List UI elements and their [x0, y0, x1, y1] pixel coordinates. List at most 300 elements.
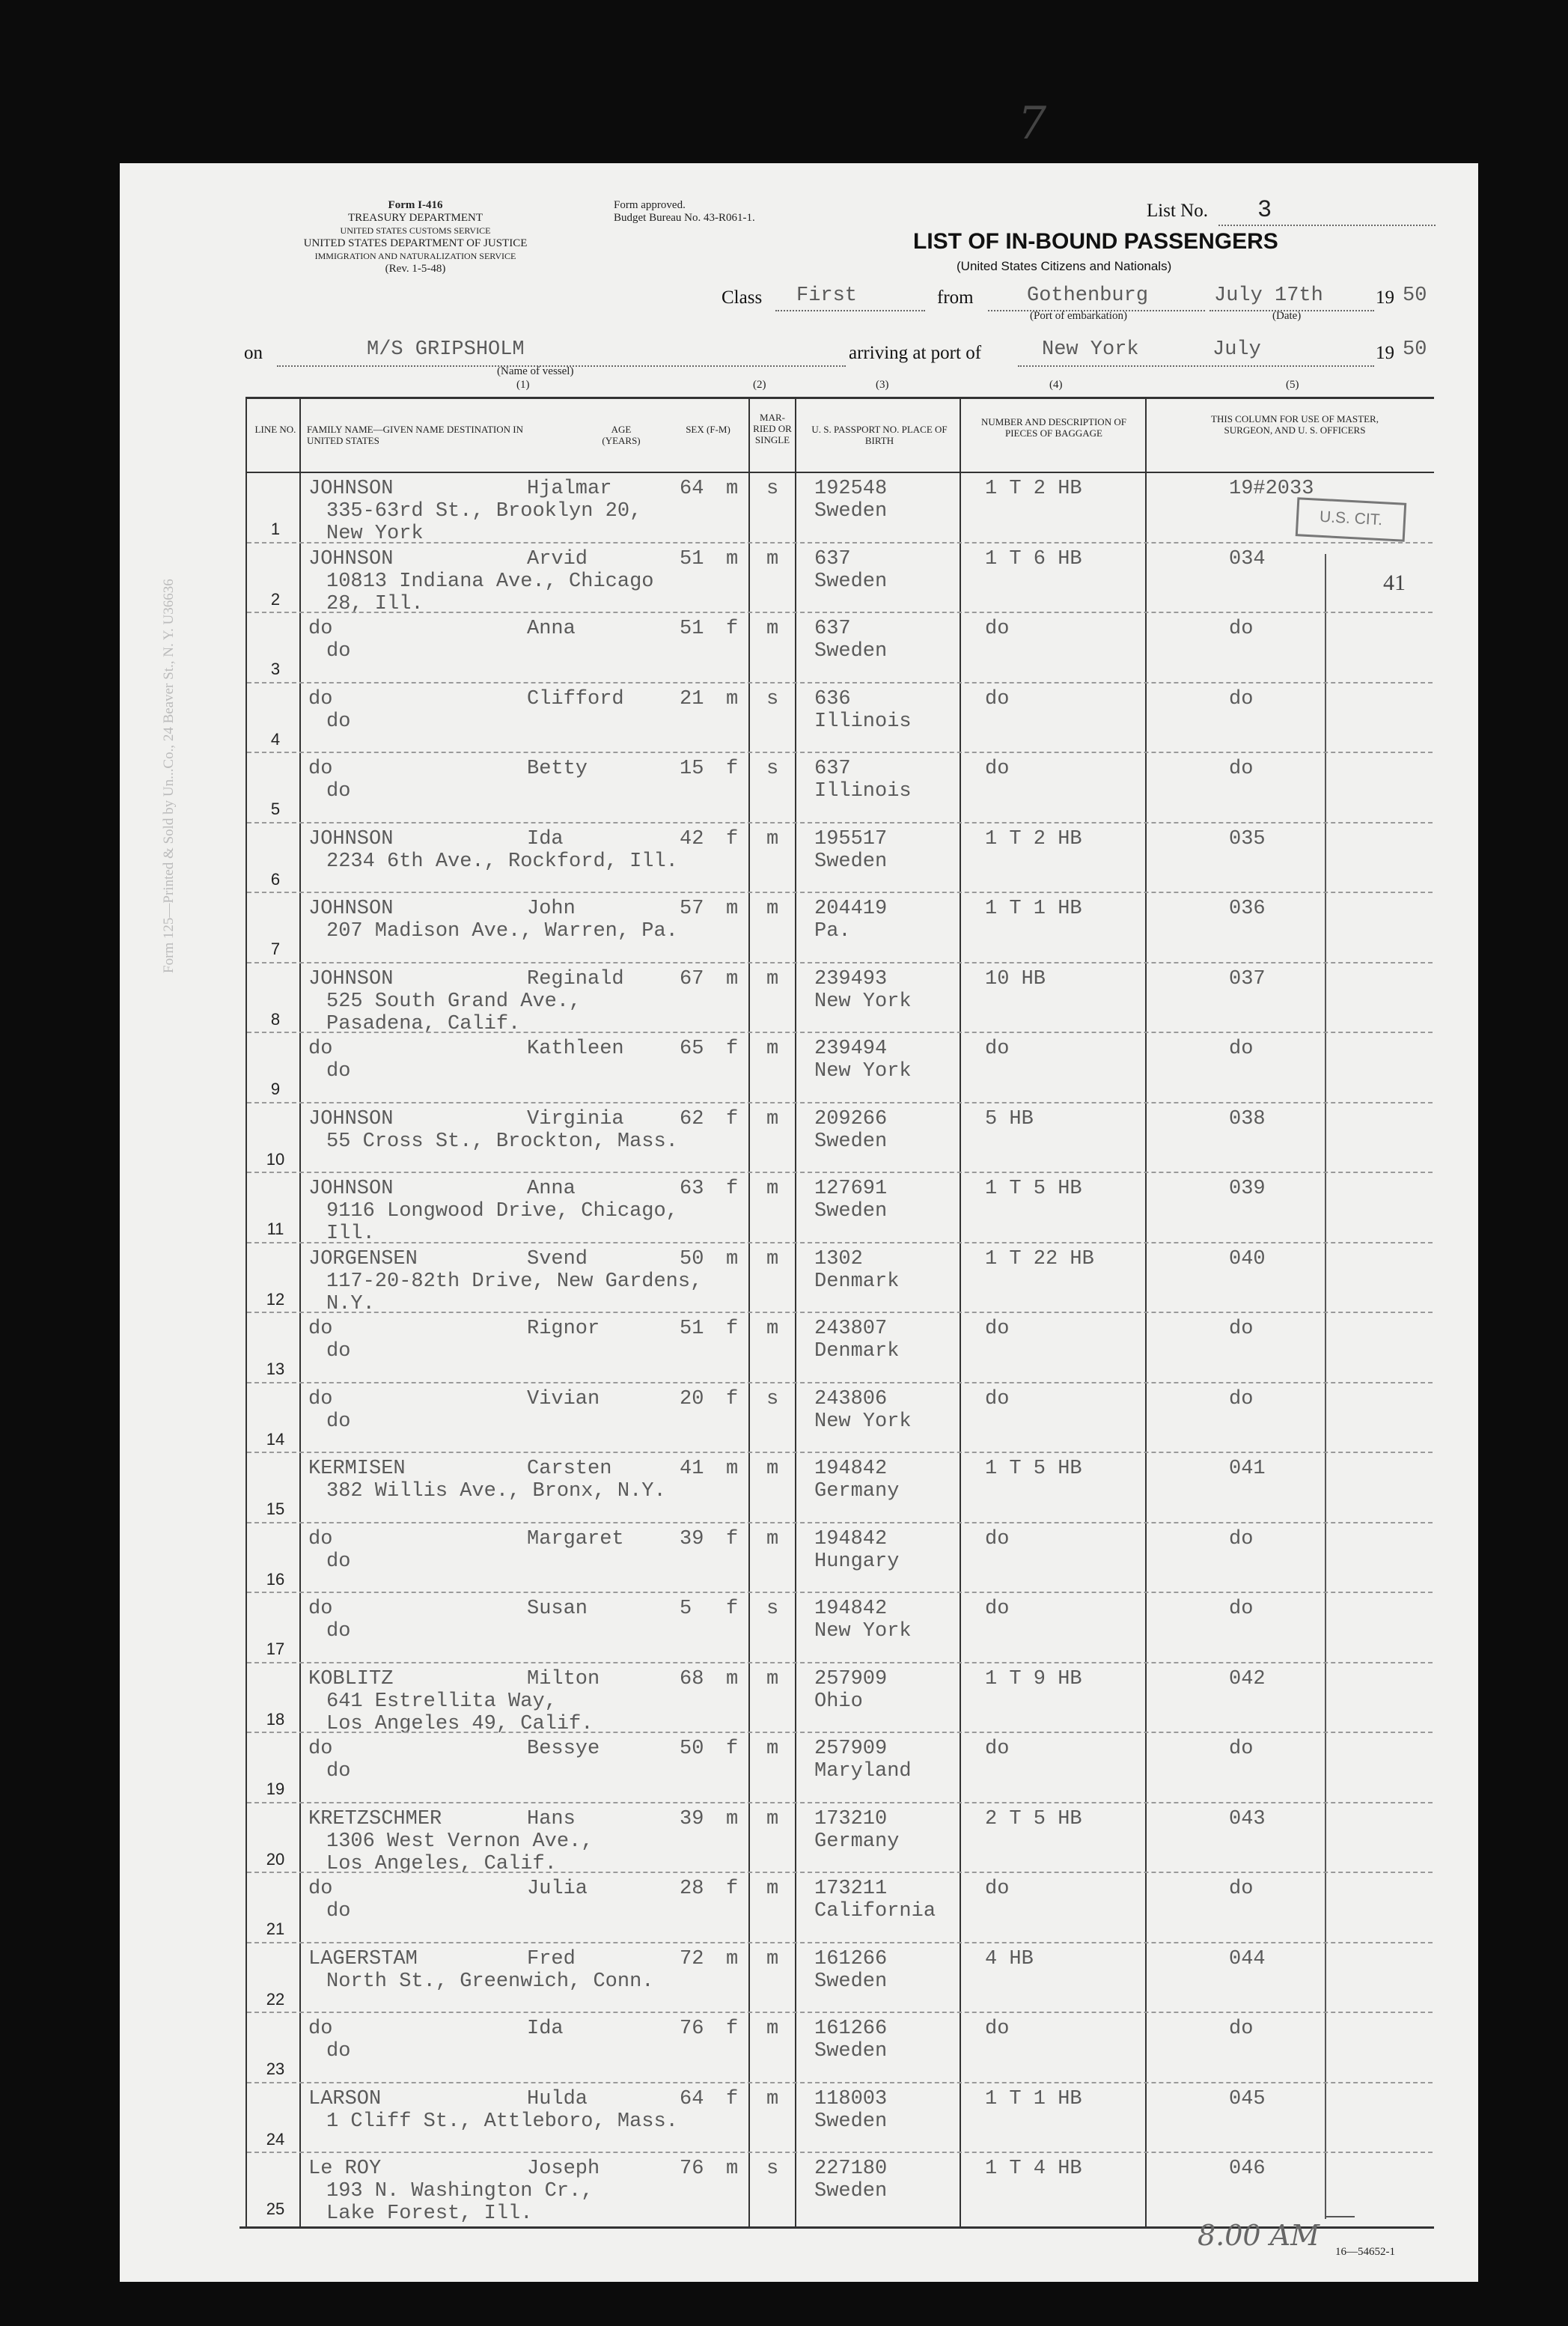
given-name: Clifford	[527, 687, 624, 710]
col-header-baggage: NUMBER AND DESCRIPTION OF PIECES OF BAGGAGE	[981, 416, 1126, 439]
col-header-line: LINE NO.	[254, 424, 296, 435]
age: 67	[680, 967, 704, 990]
destination-line2: N.Y.	[326, 1292, 375, 1315]
approval-block	[614, 199, 755, 225]
married-single: m	[766, 827, 779, 850]
baggage: do	[985, 1038, 1010, 1060]
officer-number: do	[1229, 1878, 1254, 1900]
destination-line2: Los Angeles 49, Calif.	[326, 1712, 594, 1735]
place-of-birth: Ohio	[814, 1690, 863, 1713]
age: 65	[680, 1038, 704, 1060]
family-name: do	[308, 2018, 333, 2040]
line-number: 5	[270, 800, 281, 818]
given-name: Anna	[527, 1178, 576, 1200]
family-name: do	[308, 758, 333, 780]
family-name: JOHNSON	[308, 967, 394, 990]
given-name: Svend	[527, 1247, 588, 1270]
passport-no: 636	[814, 687, 851, 710]
passport-no: 118003	[814, 2087, 888, 2110]
line-number: 25	[266, 2199, 285, 2218]
family-name: JOHNSON	[308, 898, 394, 920]
page-subtitle: (United States Citizens and Nationals)	[957, 259, 1172, 273]
married-single: m	[766, 1178, 779, 1200]
place-of-birth: California	[814, 1900, 936, 1922]
destination-line1: 382 Willis Ave., Bronx, N.Y.	[326, 1480, 666, 1503]
family-name: KRETZSCHMER	[308, 1807, 442, 1830]
given-name: Fred	[527, 1947, 576, 1970]
age: 62	[680, 1107, 704, 1130]
sex: f	[726, 618, 739, 640]
row-separator	[247, 1032, 1433, 1033]
baggage: do	[985, 1387, 1010, 1410]
baggage: 10 HB	[985, 967, 1046, 990]
row-separator	[247, 1382, 1433, 1383]
married-single: m	[766, 547, 779, 570]
destination-line1: 641 Estrellita Way,	[326, 1690, 557, 1713]
destination-line1: 9116 Longwood Drive, Chicago,	[326, 1200, 678, 1223]
passport-no: 127691	[814, 1178, 888, 1200]
married-single: m	[766, 1247, 779, 1270]
officer-number: 035	[1229, 827, 1266, 850]
officer-number: 045	[1229, 2087, 1266, 2110]
family-name: LARSON	[308, 2087, 382, 2110]
given-name: John	[527, 898, 576, 920]
sex: f	[726, 1387, 739, 1410]
married-single: m	[766, 1527, 779, 1550]
place-of-birth: Germany	[814, 1480, 900, 1503]
family-name: do	[308, 1527, 333, 1550]
family-name: do	[308, 1878, 333, 1900]
passport-no: 173210	[814, 1807, 888, 1830]
baggage: 1 T 1 HB	[985, 898, 1082, 920]
place-of-birth: Germany	[814, 1830, 900, 1853]
customs-service: UNITED STATES CUSTOMS SERVICE	[340, 225, 491, 236]
married-single: m	[766, 1458, 779, 1480]
given-name: Carsten	[527, 1458, 612, 1480]
destination-line1: 2234 6th Ave., Rockford, Ill.	[326, 850, 678, 873]
destination-line1: 10813 Indiana Ave., Chicago	[326, 570, 654, 593]
given-name: Joseph	[527, 2158, 600, 2180]
age: 64	[680, 2087, 704, 2110]
given-name: Hulda	[527, 2087, 588, 2110]
place-of-birth: Sweden	[814, 500, 888, 523]
destination-line1: 525 South Grand Ave.,	[326, 990, 582, 1013]
given-name: Virginia	[527, 1107, 624, 1130]
row-separator	[247, 1872, 1433, 1873]
destination-line2: Lake Forest, Ill.	[326, 2202, 533, 2225]
age: 41	[680, 1458, 704, 1480]
married-single: m	[766, 2018, 779, 2040]
officer-inner-line	[1325, 554, 1326, 2219]
officer-number: 040	[1229, 1247, 1266, 1270]
sex: f	[726, 1878, 739, 1900]
place-of-birth: Sweden	[814, 1130, 888, 1153]
col-number-4: (4)	[1049, 379, 1063, 391]
sex: f	[726, 1527, 739, 1550]
class-value: First	[796, 284, 858, 307]
place-of-birth: Maryland	[814, 1760, 912, 1782]
destination-line1: 55 Cross St., Brockton, Mass.	[326, 1130, 678, 1153]
sex: f	[726, 1598, 739, 1620]
place-of-birth: Sweden	[814, 2180, 888, 2202]
budget-bureau: Budget Bureau No. 43-R061-1.	[614, 212, 755, 224]
place-of-birth: New York	[814, 1060, 912, 1083]
row-separator	[247, 682, 1433, 684]
on-label: on	[244, 343, 263, 363]
destination-line1: do	[326, 1550, 351, 1573]
sex: f	[726, 1107, 739, 1130]
married-single: s	[766, 758, 779, 780]
destination-line1: 193 N. Washington Cr.,	[326, 2180, 594, 2202]
destination-line1: 207 Madison Ave., Warren, Pa.	[326, 920, 678, 943]
destination-line1: do	[326, 1340, 351, 1363]
destination-line1: do	[326, 1900, 351, 1922]
passport-no: 239494	[814, 1038, 888, 1060]
baggage: 4 HB	[985, 1947, 1034, 1970]
from-label: from	[937, 287, 974, 308]
baggage: do	[985, 1318, 1010, 1340]
passport-no: 227180	[814, 2158, 888, 2180]
destination-line1: do	[326, 2040, 351, 2062]
married-single: m	[766, 1878, 779, 1900]
sex: m	[726, 1667, 739, 1690]
married-single: m	[766, 1038, 779, 1060]
family-name: do	[308, 1387, 333, 1410]
arriving-label: arriving at port of	[849, 343, 982, 363]
officer-number: do	[1229, 618, 1254, 640]
baggage: do	[985, 1527, 1010, 1550]
arrival-month: July	[1212, 338, 1261, 361]
given-name: Julia	[527, 1878, 588, 1900]
given-name: Margaret	[527, 1527, 624, 1550]
sex: m	[726, 1807, 739, 1830]
age: 50	[680, 1738, 704, 1760]
officer-number: do	[1229, 1738, 1254, 1760]
age: 21	[680, 687, 704, 710]
page-count: 41	[1383, 570, 1406, 595]
family-name: do	[308, 618, 333, 640]
baggage: 1 T 22 HB	[985, 1247, 1094, 1270]
destination-line1: 117-20-82th Drive, New Gardens,	[326, 1270, 703, 1293]
age: 39	[680, 1527, 704, 1550]
year-value: 50	[1403, 284, 1427, 307]
officer-number: 043	[1229, 1807, 1266, 1830]
date-value: July 17th	[1214, 284, 1323, 307]
passport-no: 194842	[814, 1598, 888, 1620]
age: 15	[680, 758, 704, 780]
married-single: s	[766, 1598, 779, 1620]
officer-number: do	[1229, 1038, 1254, 1060]
baggage: 1 T 5 HB	[985, 1458, 1082, 1480]
page-mark: 7	[1018, 97, 1047, 150]
destination-line1: do	[326, 1620, 351, 1642]
row-separator	[247, 1522, 1433, 1523]
justice-dept: UNITED STATES DEPARTMENT OF JUSTICE	[303, 237, 528, 249]
age: 39	[680, 1807, 704, 1830]
married-single: m	[766, 1947, 779, 1970]
class-line	[775, 310, 925, 311]
place-of-birth: Sweden	[814, 2110, 888, 2133]
footer-code: 16—54652-1	[1335, 2246, 1395, 2258]
printer-margin-note: Form 125—Printed & Sold by Un...Co., 24 Beaver St., N. Y. U36636	[161, 579, 177, 973]
sex: m	[726, 1458, 739, 1480]
officer-number: do	[1229, 687, 1254, 710]
row-separator	[247, 1732, 1433, 1733]
place-of-birth: Sweden	[814, 570, 888, 593]
sex: f	[726, 827, 739, 850]
sex: m	[726, 967, 739, 990]
married-single: m	[766, 618, 779, 640]
row-separator	[247, 1452, 1433, 1453]
age: 51	[680, 547, 704, 570]
destination-line1: do	[326, 780, 351, 803]
col-header-officers: THIS COLUMN FOR USE OF MASTER, SURGEON, AND U. S. OFFICERS	[1211, 413, 1379, 436]
married-single: m	[766, 1107, 779, 1130]
arrival-year-value: 50	[1403, 338, 1427, 361]
sex: m	[726, 1947, 739, 1970]
revision: (Rev. 1-5-48)	[385, 263, 446, 275]
passport-no: 243807	[814, 1318, 888, 1340]
list-no-value: 3	[1257, 196, 1272, 224]
line-number: 14	[266, 1429, 285, 1449]
age: 63	[680, 1178, 704, 1200]
married-single: m	[766, 898, 779, 920]
passport-no: 637	[814, 618, 851, 640]
place-of-birth: Pa.	[814, 920, 851, 943]
line-number: 13	[266, 1360, 285, 1378]
age: 28	[680, 1878, 704, 1900]
line-number: 24	[266, 2129, 285, 2149]
passport-no: 1302	[814, 1247, 863, 1270]
place-of-birth: Sweden	[814, 2040, 888, 2062]
officer-number: do	[1229, 1318, 1254, 1340]
officer-number: do	[1229, 758, 1254, 780]
line-number: 17	[266, 1640, 285, 1658]
officer-number: 046	[1229, 2158, 1266, 2180]
age: 76	[680, 2018, 704, 2040]
given-name: Vivian	[527, 1387, 600, 1410]
place-of-birth: Illinois	[814, 710, 912, 733]
family-name: do	[308, 1738, 333, 1760]
passport-no: 637	[814, 758, 851, 780]
line-number: 19	[266, 1779, 285, 1798]
ins-service: IMMIGRATION AND NATURALIZATION SERVICE	[314, 251, 516, 261]
given-name: Betty	[527, 758, 588, 780]
married-single: m	[766, 967, 779, 990]
baggage: 5 HB	[985, 1107, 1034, 1130]
married-single: s	[766, 1387, 779, 1410]
line-number: 20	[266, 1849, 285, 1869]
passport-no: 243806	[814, 1387, 888, 1410]
line-number: 23	[266, 2059, 285, 2078]
baggage: 1 T 1 HB	[985, 2087, 1082, 2110]
destination-line1: 1 Cliff St., Attleboro, Mass.	[326, 2110, 678, 2133]
destination-line2: Los Angeles, Calif.	[326, 1852, 557, 1875]
passport-no: 161266	[814, 2018, 888, 2040]
destination-line1: do	[326, 640, 351, 663]
table-top-border	[245, 397, 1434, 399]
married-single: s	[766, 478, 779, 500]
passport-no: 194842	[814, 1458, 888, 1480]
baggage: 1 T 2 HB	[985, 827, 1082, 850]
given-name: Bessye	[527, 1738, 600, 1760]
row-separator	[247, 612, 1433, 613]
officer-number: 039	[1229, 1178, 1266, 1200]
destination-line2: 28, Ill.	[326, 592, 424, 615]
destination-line1: 335-63rd St., Brooklyn 20,	[326, 500, 642, 523]
baggage: do	[985, 758, 1010, 780]
row-separator	[247, 822, 1433, 823]
family-name: KOBLITZ	[308, 1667, 394, 1690]
married-single: m	[766, 1667, 779, 1690]
officer-number: do	[1229, 1527, 1254, 1550]
married-single: s	[766, 2158, 779, 2180]
officer-number: do	[1229, 1598, 1254, 1620]
vessel-value: M/S GRIPSHOLM	[367, 338, 525, 361]
married-single: m	[766, 2087, 779, 2110]
place-of-birth: Denmark	[814, 1340, 900, 1363]
line-number: 3	[270, 660, 281, 678]
given-name: Ida	[527, 827, 564, 850]
arrival-year-label: 19	[1376, 343, 1394, 363]
given-name: Hjalmar	[527, 478, 612, 500]
place-of-birth: New York	[814, 1620, 912, 1642]
sex: m	[726, 547, 739, 570]
line-number: 4	[270, 729, 281, 749]
age: 76	[680, 2158, 704, 2180]
sex: m	[726, 2158, 739, 2180]
passport-no: 257909	[814, 1667, 888, 1690]
row-separator	[247, 1102, 1433, 1103]
sex: m	[726, 478, 739, 500]
married-single: m	[766, 1318, 779, 1340]
baggage: 1 T 2 HB	[985, 478, 1082, 500]
row-separator	[247, 1942, 1433, 1943]
given-name: Susan	[527, 1598, 588, 1620]
baggage: do	[985, 1738, 1010, 1760]
row-separator	[247, 752, 1433, 753]
family-name: JOHNSON	[308, 478, 394, 500]
age: 51	[680, 618, 704, 640]
row-separator	[247, 2152, 1433, 2153]
baggage: 1 T 6 HB	[985, 547, 1082, 570]
col-number-5: (5)	[1286, 379, 1299, 391]
family-name: JOHNSON	[308, 547, 394, 570]
row-separator	[247, 1802, 1433, 1803]
form-approved: Form approved.	[614, 199, 686, 211]
married-single: m	[766, 1738, 779, 1760]
family-name: Le ROY	[308, 2158, 382, 2180]
col-header-age: AGE (YEARS)	[602, 424, 641, 446]
line-number: 22	[266, 1989, 285, 2009]
place-of-birth: Hungary	[814, 1550, 900, 1573]
sex: f	[726, 1178, 739, 1200]
sex: f	[726, 758, 739, 780]
age: 42	[680, 827, 704, 850]
row-separator	[247, 962, 1433, 963]
passport-no: 161266	[814, 1947, 888, 1970]
destination-line1: do	[326, 1760, 351, 1782]
baggage: 1 T 9 HB	[985, 1667, 1082, 1690]
baggage: do	[985, 2018, 1010, 2040]
sex: f	[726, 1318, 739, 1340]
row-separator	[247, 2012, 1433, 2013]
list-no-line	[1218, 225, 1436, 226]
destination-line1: do	[326, 710, 351, 733]
family-name: JOHNSON	[308, 1178, 394, 1200]
passport-no: 239493	[814, 967, 888, 990]
col-number-1: (1)	[516, 379, 530, 391]
passport-no: 192548	[814, 478, 888, 500]
age: 5	[680, 1598, 692, 1620]
officer-number: 041	[1229, 1458, 1266, 1480]
passport-no: 173211	[814, 1878, 888, 1900]
family-name: JOHNSON	[308, 1107, 394, 1130]
line-number: 12	[266, 1289, 285, 1309]
col-header-married: MAR-RIED OR SINGLE	[753, 412, 792, 445]
line-number: 16	[266, 1569, 285, 1589]
place-of-birth: Illinois	[814, 780, 912, 803]
family-name: do	[308, 687, 333, 710]
baggage: do	[985, 1598, 1010, 1620]
baggage: do	[985, 1878, 1010, 1900]
row-separator	[247, 2082, 1433, 2083]
baggage: do	[985, 618, 1010, 640]
row-separator	[247, 1662, 1433, 1663]
row-separator	[247, 892, 1433, 893]
age: 20	[680, 1387, 704, 1410]
passport-no: 204419	[814, 898, 888, 920]
officer-number: 042	[1229, 1667, 1266, 1690]
family-name: JORGENSEN	[308, 1247, 418, 1270]
place-of-birth: New York	[814, 990, 912, 1013]
place-of-birth: Sweden	[814, 1970, 888, 1993]
given-name: Reginald	[527, 967, 624, 990]
sex: m	[726, 1247, 739, 1270]
sex: m	[726, 898, 739, 920]
officer-number: 037	[1229, 967, 1266, 990]
col-header-passport: U. S. PASSPORT NO. PLACE OF BIRTH	[811, 424, 948, 446]
given-name: Kathleen	[527, 1038, 624, 1060]
given-name: Anna	[527, 618, 576, 640]
us-citizen-stamp: U.S. CIT.	[1296, 497, 1407, 542]
age: 50	[680, 1247, 704, 1270]
place-of-birth: Sweden	[814, 640, 888, 663]
line-number: 10	[266, 1149, 285, 1169]
row-separator	[247, 1312, 1433, 1313]
date-caption: (Date)	[1272, 310, 1302, 322]
place-of-birth: Denmark	[814, 1270, 900, 1293]
destination-line1: do	[326, 1060, 351, 1083]
row-separator	[247, 1592, 1433, 1593]
port-value: New York	[1042, 338, 1139, 361]
officer-number: do	[1229, 1387, 1254, 1410]
port-line	[1018, 365, 1374, 367]
sex: f	[726, 1738, 739, 1760]
from-caption: (Port of embarkation)	[1030, 310, 1127, 322]
officer-number: 19#2033	[1229, 478, 1314, 500]
officer-number: 034	[1229, 547, 1266, 570]
line-number: 1	[270, 520, 281, 538]
passport-no: 194842	[814, 1527, 888, 1550]
baggage: 2 T 5 HB	[985, 1807, 1082, 1830]
form-header-block	[243, 199, 588, 275]
col-number-3: (3)	[876, 379, 889, 391]
sex: f	[726, 1038, 739, 1060]
line-number: 15	[266, 1500, 285, 1518]
line-number: 9	[270, 1080, 281, 1098]
passport-no: 209266	[814, 1107, 888, 1130]
